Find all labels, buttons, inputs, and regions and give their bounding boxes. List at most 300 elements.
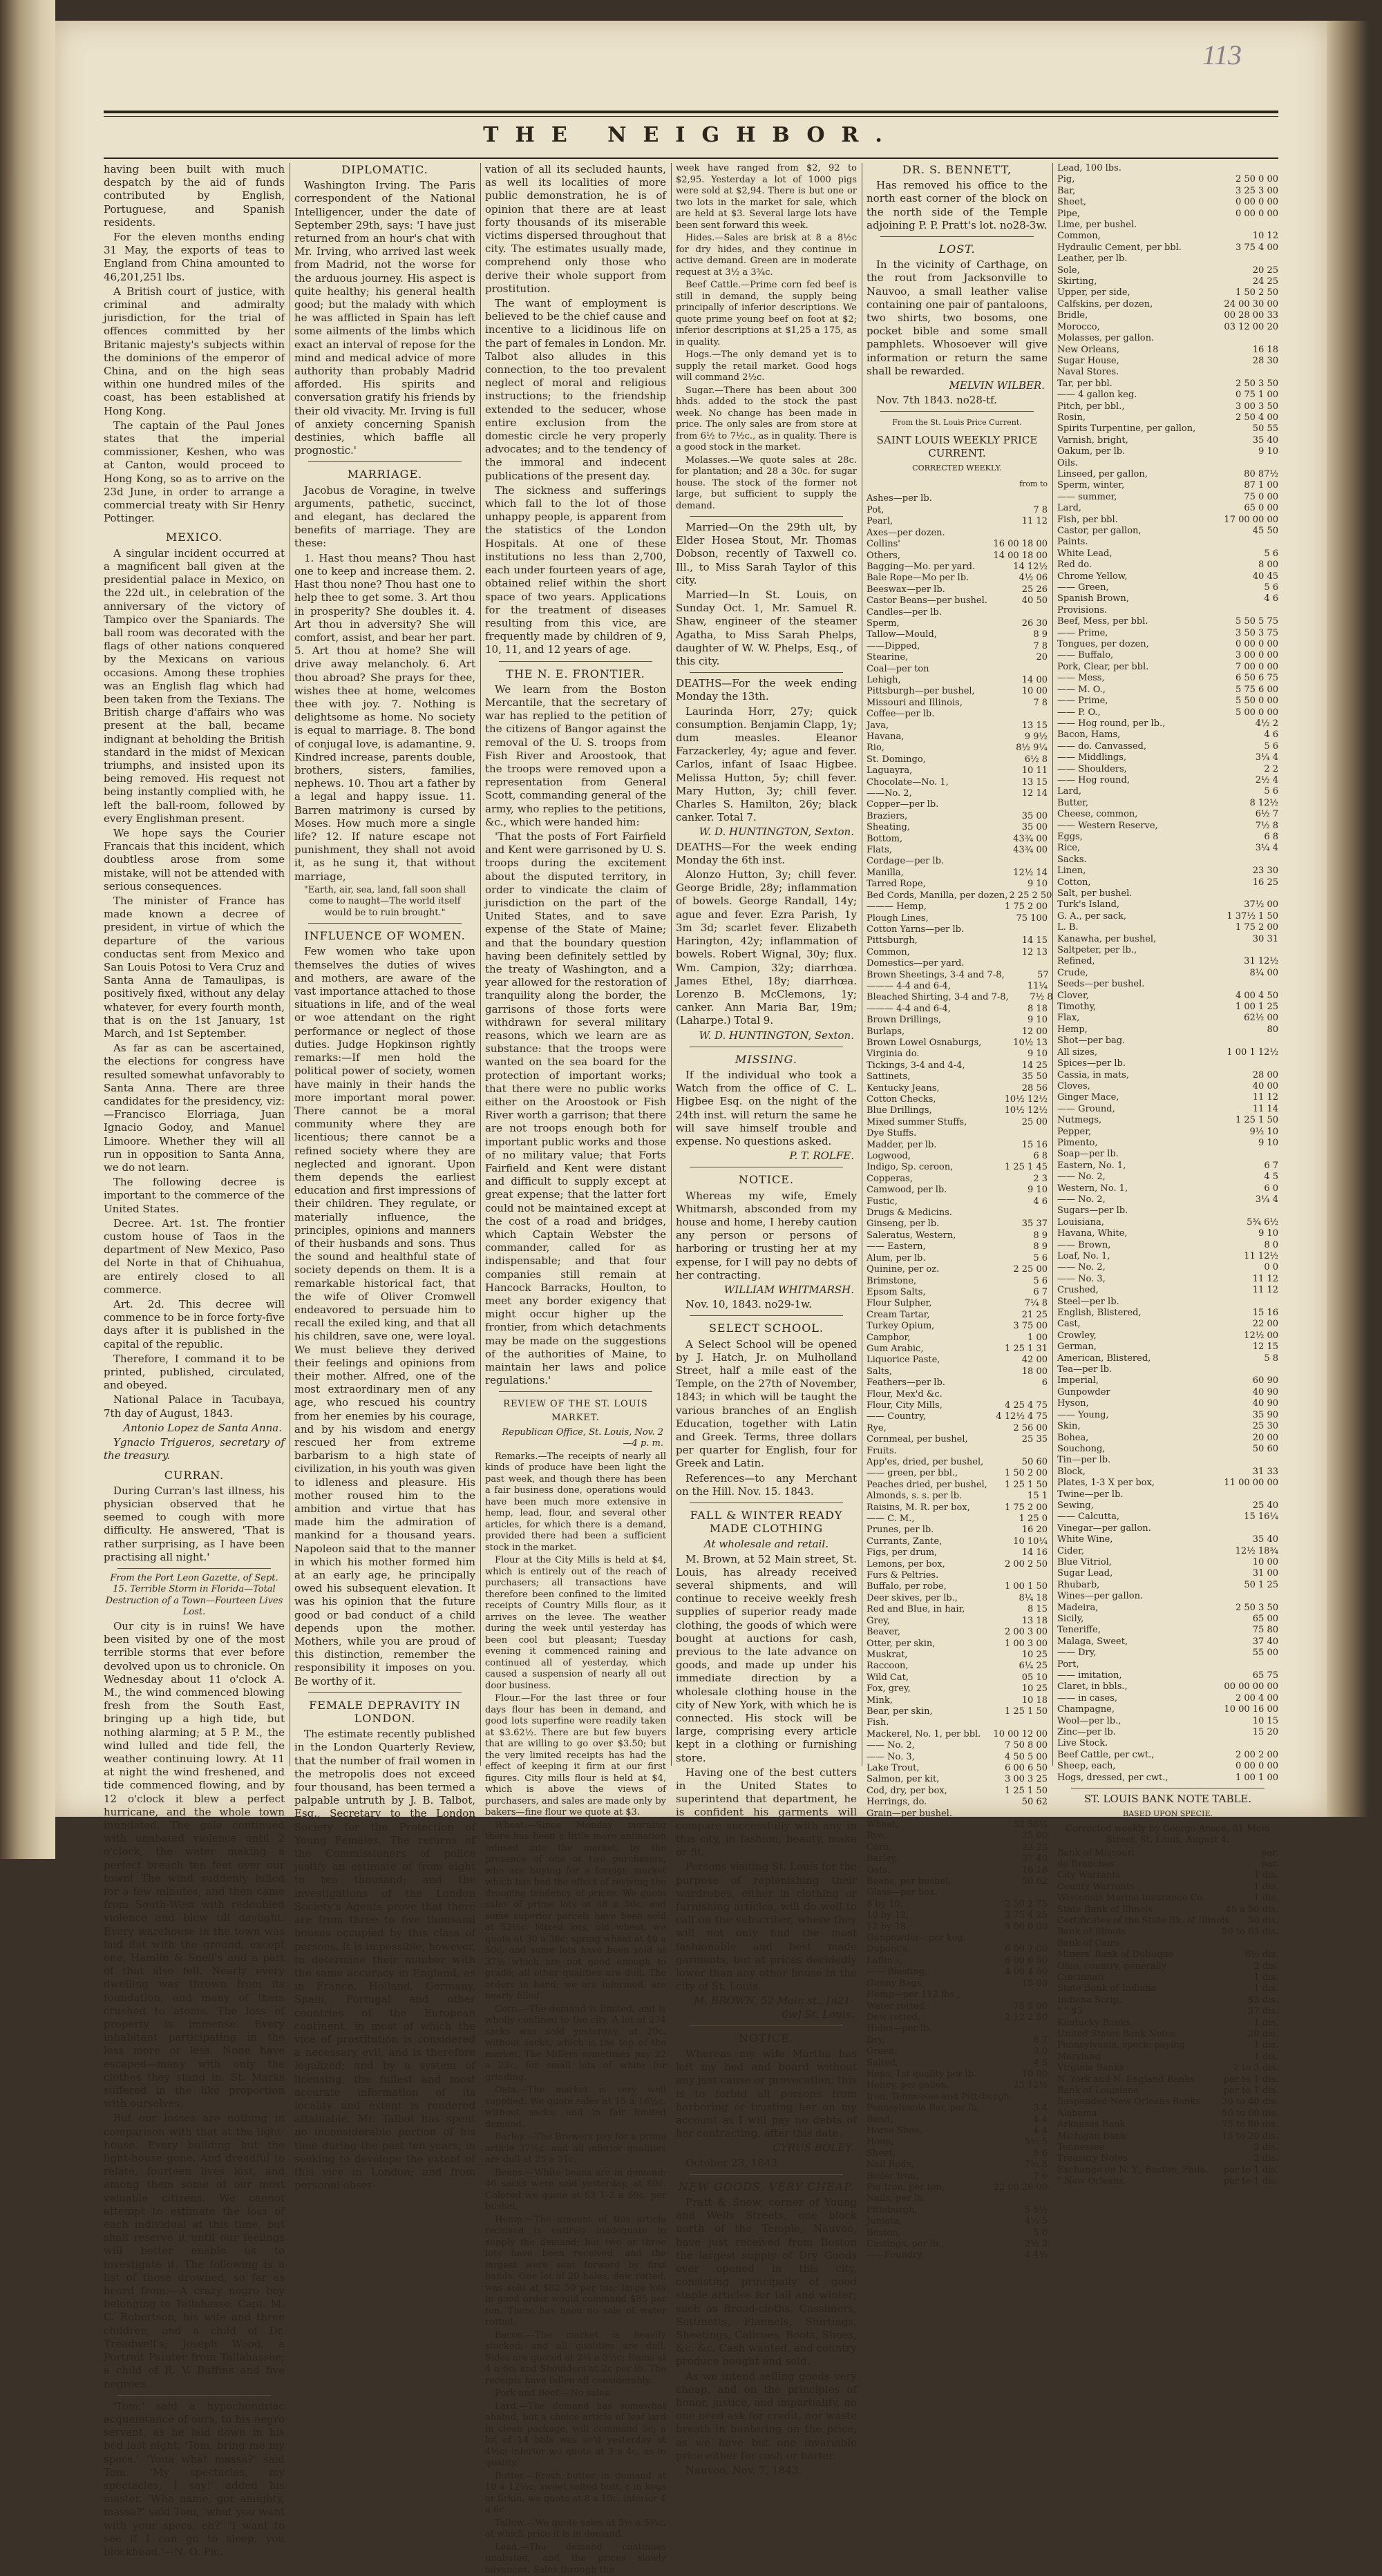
table-row: [1057, 1591, 1278, 1602]
table-row: [867, 1695, 1048, 1706]
row-value: 65 00: [1252, 1614, 1278, 1624]
table-row: [867, 2023, 1048, 2034]
row-label: Salts,: [867, 1366, 892, 1377]
row-label: Soap—per lb.: [1057, 1149, 1119, 1160]
table-row: [867, 2228, 1048, 2239]
divider: [308, 1692, 462, 1693]
row-value: 3 00 3 25: [1004, 1774, 1048, 1785]
row-value: [1003, 1570, 1048, 1581]
row-label: Raisins, M. R. per box,: [867, 1502, 970, 1513]
row-value: 3 75 4 25: [1004, 1910, 1048, 1921]
row-label: American, Blistered,: [1057, 1353, 1151, 1364]
row-value: [1234, 979, 1278, 990]
row-label: Cod, dry, per box,: [867, 1785, 947, 1796]
row-label: Crushed,: [1057, 1285, 1099, 1296]
row-value: 37 40: [1021, 1853, 1048, 1864]
table-row: [867, 845, 1048, 856]
table-row: [867, 1196, 1048, 1208]
row-value: 8 00: [1258, 560, 1278, 571]
row-label: Indigo, Sp. ceroon,: [867, 1162, 954, 1173]
table-row: [867, 675, 1048, 686]
divider: [880, 411, 1034, 412]
table-row: [1057, 1568, 1278, 1579]
article-text: We learn from the Boston Mercantile, that the secretary of war has replied to the petition of the citizens of Bangor against the removal of the U. S. troops from Fish River and Aroostook, that the troops were removed upon a representation from General Scott, commanding general of the army, who replies to the petitions, &c., which were handed him:: [485, 683, 666, 828]
table-row: [867, 2012, 1048, 2023]
table-row: [1057, 1194, 1278, 1205]
table-row: [867, 1287, 1048, 1298]
row-label: Bleached Shirting, 3-4 and 7-8,: [867, 992, 1009, 1003]
table-row: [1057, 821, 1278, 832]
row-label: Skin,: [1057, 1421, 1081, 1432]
row-value: 2 56 00: [1013, 1422, 1048, 1433]
table-row: [1057, 209, 1278, 220]
row-value: 9 10: [1258, 1228, 1278, 1239]
ad-text: M. Brown, at 52 Main street, St. Louis, has already received several shipments, and will continue to receive weekly fresh supplies of superior ready made clothing, the goods of which were bought at auctions for cash, previous to the late advance on goods, and made up under his immediate direction by a wholesale clothing house in the city of New York, with which he is connected. His stock will be large, comprising every article kept in a clothing or furnishing store.: [676, 1552, 857, 1764]
row-label: Lime, per bushel.: [1057, 220, 1137, 231]
table-row: [1057, 1659, 1278, 1670]
table-row: [867, 1865, 1048, 1876]
row-value: [1003, 799, 1048, 810]
article-text: We hope says the Courier Francais that this incident, which doubtless arose from some mistake, will not be attended with serious consequences.: [104, 826, 285, 893]
row-value: 43¾ 00: [1013, 833, 1048, 844]
row-label: St. Domingo,: [867, 754, 926, 765]
row-value: 12½ 00: [1244, 1330, 1278, 1341]
table-row: [867, 1321, 1048, 1332]
row-label: Sperm, winter,: [1057, 480, 1125, 491]
table-row: [1057, 1024, 1278, 1036]
row-label: —— Middlings,: [1057, 752, 1127, 763]
table-row: [867, 2080, 1048, 2091]
signature: P. T. ROLFE.: [789, 1149, 854, 1163]
row-label: Pork, Clear, per bbl.: [1057, 661, 1149, 672]
row-label: Lard,: [1057, 503, 1082, 514]
table-row: [1057, 1297, 1278, 1308]
table-row: [1057, 503, 1278, 514]
row-label: Sheet,: [867, 2148, 896, 2159]
row-value: 14 15: [1021, 935, 1048, 946]
table-row: [1057, 480, 1278, 491]
row-label: Dupont's,: [867, 1944, 910, 1955]
article-heading: THE N. E. FRONTIER.: [506, 667, 645, 680]
row-label: —— No. 3,: [1057, 1273, 1106, 1284]
table-row: [867, 1389, 1048, 1400]
market-text: Sugar.—There has been about 300 hhds. added to the stock the past week. No change has been made in price. The only sales are from store at from 6½ to 7½c., as in quality. There is a good stock in the market.: [676, 385, 857, 452]
row-label: Hemp—per 112 lbs.,: [867, 1990, 960, 2001]
column-6: [1057, 163, 1278, 2187]
row-label: Epsom Salts,: [867, 1286, 926, 1297]
article-text: During Curran's last illness, his physician observed that he seemed to cough with more difficulty. He answered, 'That is rather surprising, as I have been practising all night.': [104, 1484, 285, 1563]
table-row: [1057, 1534, 1278, 1545]
table-row: [867, 641, 1048, 652]
table-row: [1057, 1262, 1278, 1273]
table-row: [867, 516, 1048, 527]
row-label: Cast,: [1057, 1319, 1081, 1330]
row-value: 8¼ 00: [1249, 967, 1278, 978]
row-value: 7 8: [1033, 697, 1048, 708]
table-row: [1057, 1421, 1278, 1432]
row-label: Copper—per lb.: [867, 799, 939, 810]
row-value: 5 6: [1264, 786, 1278, 797]
row-value: 0 00 0 00: [1235, 208, 1278, 219]
row-value: 5 50 0 00: [1235, 696, 1278, 707]
row-value: 05 10: [1021, 1672, 1048, 1683]
market-text: Barley.—The Brewers pay for a prime article 37½c. and all inferior qualities are dull at 25 a 31c.: [485, 2132, 666, 2166]
row-label: Madeira,: [1057, 1602, 1099, 1613]
table-row: [1057, 899, 1278, 910]
table-row: [1057, 2029, 1278, 2040]
table-row: [867, 629, 1048, 640]
row-value: 57: [1037, 969, 1049, 980]
table-row: [867, 1219, 1048, 1230]
table-row: [867, 618, 1048, 629]
row-label: Green,: [867, 2046, 898, 2057]
row-label: Flax,: [1057, 1013, 1080, 1024]
table-row: [1057, 1081, 1278, 1092]
row-value: 8 9: [1033, 629, 1048, 640]
row-value: 50 1 25: [1244, 1579, 1278, 1590]
table-row: [1057, 968, 1278, 979]
row-label: Water rotted,: [867, 2001, 927, 2012]
table-row: [867, 1344, 1048, 1355]
row-value: 1 dis.: [1253, 2017, 1278, 2028]
row-value: [1234, 855, 1278, 866]
row-value: 5 50 5 75: [1235, 616, 1278, 627]
row-label: Miners' Bank of Dubuque: [1057, 1949, 1174, 1960]
table-row: [1057, 2086, 1278, 2097]
table-row: [1057, 1251, 1278, 1262]
market-text: Flour at the City Mills is held at $4, which is entirely out of the reach of purchasers; all transactions have therefore been confined to the limited receipts of Country Mills flour, as it arrives on the levee. The weather during the week until yesterday has been cool but pleasant; Tuesday evening it commenced raining and continued all of yesterday, which caused a suspension of nearly all out door business.: [485, 1555, 666, 1691]
row-label: Wisconsin Marine Insurance Co.: [1057, 1893, 1206, 1904]
row-value: 7¼ 8: [1024, 1298, 1048, 1309]
row-value: 52 56¼: [1013, 1820, 1048, 1830]
market-text: Flour.—For the last three or four days flour has been in demand, and good lots superfine were readily taken at $3.62½. There are but few buyers that are willing to go over $3.50; but the very limited receipts has had the effect of keeping it firm at our first figures. City mills flour is held at $4, which is above the views of purchasers, and sales are made only by bakers—fine flour we quote at $3.: [485, 1693, 666, 1818]
row-label: —— Buffalo,: [1057, 650, 1114, 661]
row-label: Bear, per skin,: [867, 1706, 933, 1717]
ad-text: In the vicinity of Carthage, on the rout from Jacksonville to Nauvoo, a small leather valise containing one pair of pantaloons, two shirts, two bosoms, one pocket bible and some small pamphlets. Whosoever will give information or return the same shall be rewarded.: [867, 258, 1048, 377]
table-row: [867, 1377, 1048, 1389]
row-value: [1234, 1364, 1278, 1375]
article-text: The minister of France has made known a decree of president, in virtue of which the departure of the various conductas sent from Mexico and San Louis Potosi to Vera Cruz and Santa Anna de Tamaulipas, is positively fixed, without any delay whatever, for every fourth month, that is on the 1st January, 1st March, and 1st September.: [104, 894, 285, 1040]
table-row: [1057, 1557, 1278, 1568]
row-value: 10½ 12½: [1004, 1094, 1048, 1105]
row-value: 5 75 6 00: [1235, 684, 1278, 695]
market-text: Beans.—White beans are in demand; 46 sacks were sold yesterday, at 80c. Colored we quote at 62 1-2 a 69c. per bushel.: [485, 2167, 666, 2213]
row-value: 4½ 5: [1024, 2216, 1048, 2227]
table-row: [1057, 412, 1278, 423]
row-label: Hyson,: [1057, 1398, 1089, 1409]
row-label: Domestics—per yard.: [867, 958, 965, 969]
table-row: [867, 1457, 1048, 1468]
row-value: 20 25: [1252, 265, 1278, 276]
row-value: 9 00 0 00: [1004, 1921, 1048, 1932]
market-text: Hogs.—The only demand yet is to supply the retail market. Good hogs will command 2½c.: [676, 350, 857, 383]
row-label: Seeds—per bushel.: [1057, 979, 1145, 990]
row-label: Paints.: [1057, 537, 1088, 548]
row-value: 5 6: [1264, 741, 1278, 752]
table-row: [867, 1411, 1048, 1422]
signature: MELVIN WILBER.: [949, 379, 1045, 392]
table-row: [867, 2205, 1048, 2216]
row-value: 14 00 18 00: [993, 550, 1048, 561]
row-value: 6 7: [1033, 1286, 1048, 1297]
row-label: Claret, in bbls.,: [1057, 1681, 1128, 1692]
table-row: [867, 1049, 1048, 1060]
table-row: [1057, 593, 1278, 604]
deaths-heading: DEATHS—For the week ending Monday the 6th inst.: [676, 840, 857, 866]
row-label: Madder, per lb.: [867, 1139, 937, 1150]
row-label: German,: [1057, 1342, 1097, 1353]
row-label: Wheat,: [867, 1820, 899, 1830]
row-value: 5½ 5: [1024, 2137, 1048, 2148]
row-value: 37 dis.: [1248, 2006, 1278, 2017]
row-label: Sheep, each,: [1057, 1761, 1116, 1772]
row-label: Morocco,: [1057, 321, 1100, 332]
row-value: 80: [1267, 1024, 1278, 1035]
table-row: [867, 1809, 1048, 1820]
divider: [499, 661, 652, 662]
article-heading: MEXICO.: [165, 531, 223, 544]
market-text: Wheat.—Since Monday morning there has been a little more animation infused into the market, by the presence of one or two purchasers, who are buying for a foreign market which has had the effect of reviving the drooping tendency of prices. We quote sales of prime lots at 48 a 50c, and some superior parcels have been sold at 52½c. Mixed lots, old wheat, we quote at 30 a 36c; spring wheat at 40 a 50c, and some lots have been sold at 37½ which are not good enough to grade; all other qualities are dull. The orders in hand, we are informed, are nearly filled.: [485, 1820, 666, 2002]
table-row: [867, 664, 1048, 675]
ad-heading: NOTICE.: [738, 2031, 795, 2045]
row-label: Hides—per lb.: [867, 2023, 932, 2034]
row-label: App'es, dried, per bushel,: [867, 1457, 984, 1467]
row-label: Pennsylvania, specie paying: [1057, 2040, 1185, 2051]
table-row: [1057, 934, 1278, 945]
table-row: [867, 686, 1048, 697]
table-row: [1057, 2142, 1278, 2153]
row-label: Kanawha, per bushel,: [1057, 933, 1157, 944]
row-value: 4½ 2: [1255, 718, 1278, 729]
row-label: Cotton,: [1057, 877, 1091, 888]
row-value: [1003, 1887, 1048, 1898]
row-label: Oils.: [1057, 457, 1078, 468]
row-label: —— No. 3,: [867, 1751, 915, 1762]
row-value: 35 00: [1021, 810, 1048, 821]
row-value: 6¼ 25: [1019, 1661, 1048, 1672]
row-value: 1 25 0: [1019, 1514, 1048, 1525]
row-value: 11 12: [1252, 1273, 1278, 1284]
row-value: 65 75: [1252, 1670, 1278, 1681]
row-label: Figs, per drum,: [867, 1547, 938, 1558]
table-row: [1057, 435, 1278, 446]
table-row: [867, 913, 1048, 924]
row-label: Spirits Turpentine, per gallon,: [1057, 423, 1196, 435]
table-row: [1057, 458, 1278, 469]
row-label: Sheating,: [867, 822, 910, 833]
table-row: [867, 2216, 1048, 2227]
table-row: [1057, 775, 1278, 786]
table-row: [867, 1333, 1048, 1344]
table-row: [1057, 2006, 1278, 2017]
row-value: 21 25: [1021, 1309, 1048, 1320]
row-value: [1003, 607, 1048, 618]
row-label: Champagne,: [1057, 1704, 1115, 1715]
row-value: 5 6: [1033, 1275, 1048, 1286]
row-value: 5 6: [1264, 582, 1278, 593]
article-text: The following decree is important to the commerce of the United States.: [104, 1176, 285, 1215]
row-value: 5 6: [1033, 2148, 1048, 2159]
row-label: —— Shoulders,: [1057, 763, 1127, 774]
row-value: [1234, 1036, 1278, 1047]
table-row: [867, 1276, 1048, 1287]
row-label: Mixed summer Stuffs,: [867, 1116, 967, 1127]
row-value: 5 5½: [1024, 2204, 1048, 2215]
row-label: Clover,: [1057, 990, 1089, 1001]
row-label: —— Eastern,: [867, 1241, 926, 1252]
row-value: 75 to 80 dis.: [1222, 2119, 1278, 2130]
row-value: 1 50 2 00: [1004, 1468, 1048, 1479]
row-label: Virginia do.: [867, 1049, 920, 1060]
row-label: Port,: [1057, 1659, 1079, 1670]
table-row: [1057, 1761, 1278, 1772]
column-1: [104, 163, 285, 2558]
row-label: Tickings, 3-4 and 4-4,: [867, 1060, 965, 1071]
row-label: Leather, per lb.: [1057, 254, 1128, 265]
row-value: 10 00 12 00: [993, 1728, 1048, 1739]
table-row: [867, 1797, 1048, 1808]
row-label: Pittsburgh,: [867, 935, 918, 946]
article-text: 1. Hast thou means? Thou hast one to keep and increase them. 2. Hast thou none? Thou hast one to help thee to get some. 3. Art thou in prosperity? She doubles it. 4. Art thou in adversity? She will comfort, assist, and bear her part. 5. Art thou at home? She will drive away melancholy. 6. Art thou abroad? She prays for thee, wishes thee at home, welcomes thee with joy. 7. Nothing is delightsome as home. No society is equal to marriage. 8. The bond of conjugal love, is adamantine. 9. Kindred increase, parents double, brothers, sisters, families, nephews. 10. Thou art a father by a legal and happy issue. 11. Barren matrimony is cursed by Moses. How much more a single life? 12. If nature escape not punishment, they shall not avoid it, as he sung it, that without marriage,: [294, 551, 475, 883]
table-row: [867, 1140, 1048, 1151]
table-row: [867, 1015, 1048, 1026]
row-value: 80 87½: [1244, 468, 1278, 479]
row-label: Muskrat,: [867, 1649, 908, 1660]
row-value: 1 75 2 00: [1004, 901, 1048, 913]
row-value: [1234, 1205, 1278, 1217]
table-row: [867, 1853, 1048, 1864]
row-value: [1003, 709, 1048, 720]
table-row: [867, 1593, 1048, 1604]
row-label: Bar,: [1057, 185, 1076, 196]
row-value: 11 12: [1252, 1092, 1278, 1103]
row-label: Salted,: [867, 2057, 899, 2068]
row-value: 1 25 1 50: [1235, 1115, 1278, 1126]
row-value: 6 8: [1033, 1151, 1048, 1162]
table-row: [867, 1400, 1048, 1411]
row-label: —— Prime,: [1057, 696, 1108, 707]
row-value: 2 50 3 50: [1235, 1602, 1278, 1613]
row-value: 4 00 4 50: [1235, 990, 1278, 1001]
table-row: [1057, 1398, 1278, 1409]
table-row: [1057, 2119, 1278, 2130]
book-binding: [0, 0, 55, 1859]
column-divider: [671, 163, 672, 1766]
row-label: Alabama: [1057, 2108, 1097, 2119]
row-label: Kentucky Jeans,: [867, 1082, 940, 1094]
row-label: Juniata,: [867, 2216, 902, 2227]
row-label: English, Blistered,: [1057, 1308, 1142, 1319]
row-value: 55 00: [1252, 1648, 1278, 1659]
row-label: Nails, per lb.: [867, 2193, 926, 2204]
row-value: [1003, 1389, 1048, 1400]
row-label: Salt, per bushel.: [1057, 888, 1133, 899]
table-row: [867, 732, 1048, 743]
table-row: [1057, 322, 1278, 333]
row-label: Brown Lowel Osnaburgs,: [867, 1037, 982, 1048]
row-value: 25 00: [1021, 1116, 1048, 1127]
row-label: Iron, Tennessee and Pittsburgh.: [867, 2091, 1012, 2102]
table-row: [867, 1004, 1048, 1015]
row-value: 0 00 0 00: [1235, 639, 1278, 650]
table-row: [1057, 2040, 1278, 2051]
table-row: [1057, 2165, 1278, 2176]
table-row: [1057, 1036, 1278, 1047]
row-label: ——No. 2,: [867, 788, 912, 799]
row-label: Laflin's,: [867, 1955, 902, 1966]
row-value: 5 00 0 00: [1235, 707, 1278, 718]
table-row: [1057, 628, 1278, 639]
row-label: Bank of Louisiana: [1057, 2086, 1139, 2097]
row-label: Gunpowder: [1057, 1386, 1110, 1397]
table-row: [1057, 1625, 1278, 1636]
table-row: [867, 1683, 1048, 1695]
table-row: [867, 1423, 1048, 1434]
row-label: Hemp,: [1057, 1024, 1088, 1035]
table-row: [1057, 877, 1278, 888]
row-label: Common,: [1057, 231, 1101, 242]
row-label: —— Young,: [1057, 1409, 1109, 1420]
row-value: 4 12½ 4 75: [996, 1411, 1048, 1422]
row-value: 2 25 00: [1013, 1264, 1048, 1275]
table-row: [1057, 1859, 1278, 1870]
row-value: 4 4: [1033, 2114, 1048, 2125]
table-row: [1057, 1614, 1278, 1625]
row-value: 10 18: [1021, 1695, 1048, 1706]
row-label: Havana,: [867, 732, 905, 742]
table-row: [1057, 401, 1278, 412]
price-table: [1057, 163, 1278, 1784]
table-row: [867, 539, 1048, 550]
table-row: [867, 562, 1048, 573]
page-number: 113: [1202, 39, 1242, 70]
table-row: [867, 2001, 1048, 2012]
row-label: Souchong,: [1057, 1443, 1106, 1454]
row-label: Coffee—per lb.: [867, 709, 935, 720]
row-value: 50 dis.: [1248, 1915, 1278, 1926]
row-label: Bed Cords, Manilla, per dozen,: [867, 890, 1008, 901]
row-value: 1 dis.: [1253, 1881, 1278, 1892]
row-value: 25 40: [1252, 1500, 1278, 1511]
row-label: Tallow—Mould,: [867, 629, 937, 640]
table-row: [867, 822, 1048, 833]
table-row: [1057, 1995, 1278, 2006]
row-value: 8¼ 18: [1019, 1592, 1048, 1603]
table-row: [1057, 752, 1278, 763]
table-row: [867, 947, 1048, 958]
row-value: 11 14: [1252, 1103, 1278, 1114]
top-rule: [104, 111, 1278, 113]
row-label: Turkey Opium,: [867, 1321, 935, 1332]
table-row: [1057, 197, 1278, 208]
row-label: Missouri and Illinois,: [867, 697, 963, 708]
market-text: Hemp.—The amount of this article received is entirely inadequate to supply the demand; but two or three lots have been received, and the largest were sent forward by first hands. One lot of 20 bales, dew rotted, was sold at $82 50 per ton; large lots in good order would command $85 per ton. There has been no sale of water rotted.: [485, 2214, 666, 2328]
row-label: —— C. M.,: [867, 1514, 915, 1525]
table-row: [1057, 1172, 1278, 1183]
signature: W. D. HUNTINGTON, Sexton.: [699, 826, 854, 839]
table-row: [867, 2126, 1048, 2137]
table-row: [1057, 1750, 1278, 1761]
row-label: Honey, per gallon,: [867, 2080, 950, 2091]
table-row: [867, 2182, 1048, 2193]
row-label: Teneriffe,: [1057, 1625, 1101, 1636]
row-value: 15 16: [1252, 1308, 1278, 1319]
table-row: [867, 1786, 1048, 1797]
table-row: [1057, 220, 1278, 231]
table-row: [867, 2193, 1048, 2204]
row-value: [1003, 528, 1048, 539]
row-label: Blue Vitriol,: [1057, 1556, 1112, 1567]
